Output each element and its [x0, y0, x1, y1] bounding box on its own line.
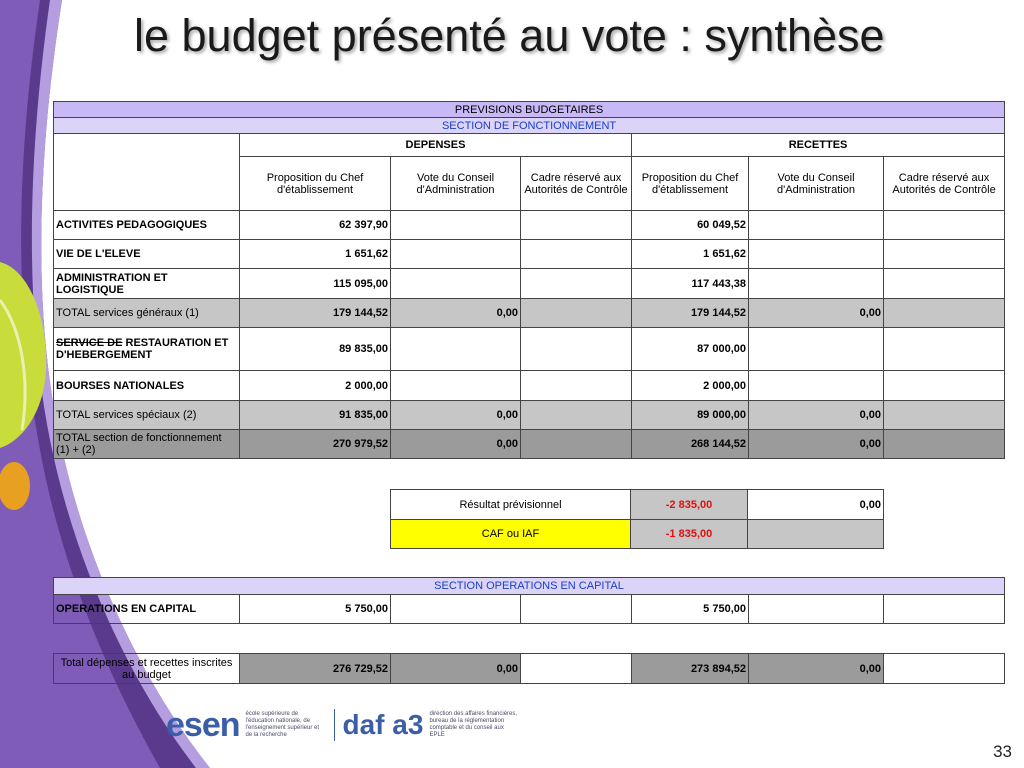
value-cell: 0,00	[749, 401, 884, 430]
value-cell	[749, 269, 884, 299]
caf-label: CAF ou IAF	[391, 520, 631, 549]
value-cell: 89 000,00	[632, 401, 749, 430]
caf-value: -1 835,00	[631, 520, 748, 549]
value-cell	[749, 371, 884, 401]
grand-total-table	[53, 653, 1005, 684]
table-row	[54, 211, 1005, 240]
section-fonctionnement-header: SECTION DE FONCTIONNEMENT	[54, 118, 1005, 134]
value-cell: 270 979,52	[240, 430, 391, 459]
daf-logo: daf a3	[342, 709, 424, 740]
value-cell: 0,00	[749, 430, 884, 459]
value-cell	[391, 595, 521, 624]
value-cell: 0,00	[391, 430, 521, 459]
row-label: Total dépenses et recettes inscrites au budget	[54, 654, 240, 684]
value-cell	[884, 328, 1005, 371]
value-cell: 0,00	[391, 401, 521, 430]
value-cell	[521, 371, 632, 401]
value-cell	[884, 269, 1005, 299]
result-table	[390, 489, 884, 549]
row-label: ADMINISTRATION ET LOGISTIQUE	[54, 269, 240, 299]
footer-logos	[166, 700, 519, 750]
value-cell	[884, 654, 1005, 684]
table-row	[54, 595, 1005, 624]
capital-table	[53, 577, 1005, 624]
value-cell	[521, 328, 632, 371]
row-label: TOTAL services généraux (1)	[54, 299, 240, 328]
total-row	[54, 401, 1005, 430]
value-cell: 5 750,00	[632, 595, 749, 624]
value-cell: 276 729,52	[240, 654, 391, 684]
logo-separator	[334, 709, 335, 741]
value-cell	[521, 401, 632, 430]
section-capital-header: SECTION OPERATIONS EN CAPITAL	[54, 578, 1005, 595]
value-cell: 89 835,00	[240, 328, 391, 371]
slide-title: le budget présenté au vote : synthèse	[134, 10, 885, 61]
value-cell: 115 095,00	[240, 269, 391, 299]
previsions-header: PREVISIONS BUDGETAIRES	[54, 102, 1005, 118]
subheader-cell: Vote du Conseil d'Administration	[749, 157, 884, 211]
subheader-cell: Cadre réservé aux Autorités de Contrôle	[884, 157, 1005, 211]
value-cell	[391, 240, 521, 269]
value-cell: 1 651,62	[240, 240, 391, 269]
row-label: OPERATIONS EN CAPITAL	[54, 595, 240, 624]
depenses-header: DEPENSES	[240, 134, 632, 157]
value-cell	[391, 211, 521, 240]
value-cell	[521, 211, 632, 240]
page-number: 33	[993, 742, 1012, 761]
value-cell: 60 049,52	[632, 211, 749, 240]
row-label: ACTIVITES PEDAGOGIQUES	[54, 211, 240, 240]
value-cell	[884, 211, 1005, 240]
value-cell: 62 397,90	[240, 211, 391, 240]
value-cell: 1 651,62	[632, 240, 749, 269]
subheader-cell: Proposition du Chef d'établissement	[240, 157, 391, 211]
value-cell: 87 000,00	[632, 328, 749, 371]
grand-total-row	[54, 430, 1005, 459]
resultat-value-2: 0,00	[748, 490, 884, 520]
resultat-label: Résultat prévisionnel	[391, 490, 631, 520]
value-cell: 91 835,00	[240, 401, 391, 430]
subheader-cell: Vote du Conseil d'Administration	[391, 157, 521, 211]
table-row	[54, 269, 1005, 299]
recettes-header: RECETTES	[632, 134, 1005, 157]
row-label-rest: RESTAURATION ET D'HEBERGEMENT	[56, 337, 229, 361]
resultat-value: -2 835,00	[631, 490, 748, 520]
value-cell: 117 443,38	[632, 269, 749, 299]
total-row	[54, 299, 1005, 328]
value-cell	[521, 269, 632, 299]
row-label: TOTAL services spéciaux (2)	[54, 401, 240, 430]
value-cell: 0,00	[749, 299, 884, 328]
value-cell	[391, 269, 521, 299]
row-label	[54, 328, 240, 371]
value-cell	[521, 430, 632, 459]
value-cell: 0,00	[391, 299, 521, 328]
table-row	[54, 371, 1005, 401]
value-cell	[749, 211, 884, 240]
table-row	[54, 328, 1005, 371]
value-cell	[884, 299, 1005, 328]
value-cell: 2 000,00	[240, 371, 391, 401]
daf-logo-text: direction des affaires financières, bureau de la réglementation comptable et du conseil aux EPLE	[429, 711, 518, 738]
esen-logo-text: école supérieure de l'éducation nationale, de l'enseignement supérieur et de la recherche	[245, 711, 320, 738]
value-cell	[749, 595, 884, 624]
value-cell	[884, 430, 1005, 459]
subheader-cell: Cadre réservé aux Autorités de Contrôle	[521, 157, 632, 211]
empty-corner-cell	[54, 134, 240, 211]
row-label: TOTAL section de fonctionnement (1) + (2)	[54, 430, 240, 459]
value-cell: 273 894,52	[632, 654, 749, 684]
value-cell	[884, 371, 1005, 401]
row-label-struck: SERVICE DE	[56, 337, 123, 349]
value-cell: 179 144,52	[632, 299, 749, 328]
value-cell	[749, 240, 884, 269]
value-cell	[391, 371, 521, 401]
value-cell	[521, 595, 632, 624]
caf-empty-cell	[748, 520, 884, 549]
value-cell	[884, 595, 1005, 624]
row-label: VIE DE L'ELEVE	[54, 240, 240, 269]
value-cell	[521, 240, 632, 269]
esen-logo: esen	[166, 705, 240, 744]
value-cell: 2 000,00	[632, 371, 749, 401]
value-cell: 268 144,52	[632, 430, 749, 459]
value-cell	[391, 328, 521, 371]
row-label: BOURSES NATIONALES	[54, 371, 240, 401]
value-cell: 0,00	[749, 654, 884, 684]
value-cell	[521, 299, 632, 328]
table-row	[54, 240, 1005, 269]
value-cell	[521, 654, 632, 684]
value-cell: 179 144,52	[240, 299, 391, 328]
value-cell	[884, 401, 1005, 430]
budget-table-fonctionnement	[53, 101, 1005, 459]
subheader-cell: Proposition du Chef d'établissement	[632, 157, 749, 211]
value-cell	[749, 328, 884, 371]
value-cell	[884, 240, 1005, 269]
value-cell: 5 750,00	[240, 595, 391, 624]
value-cell: 0,00	[391, 654, 521, 684]
